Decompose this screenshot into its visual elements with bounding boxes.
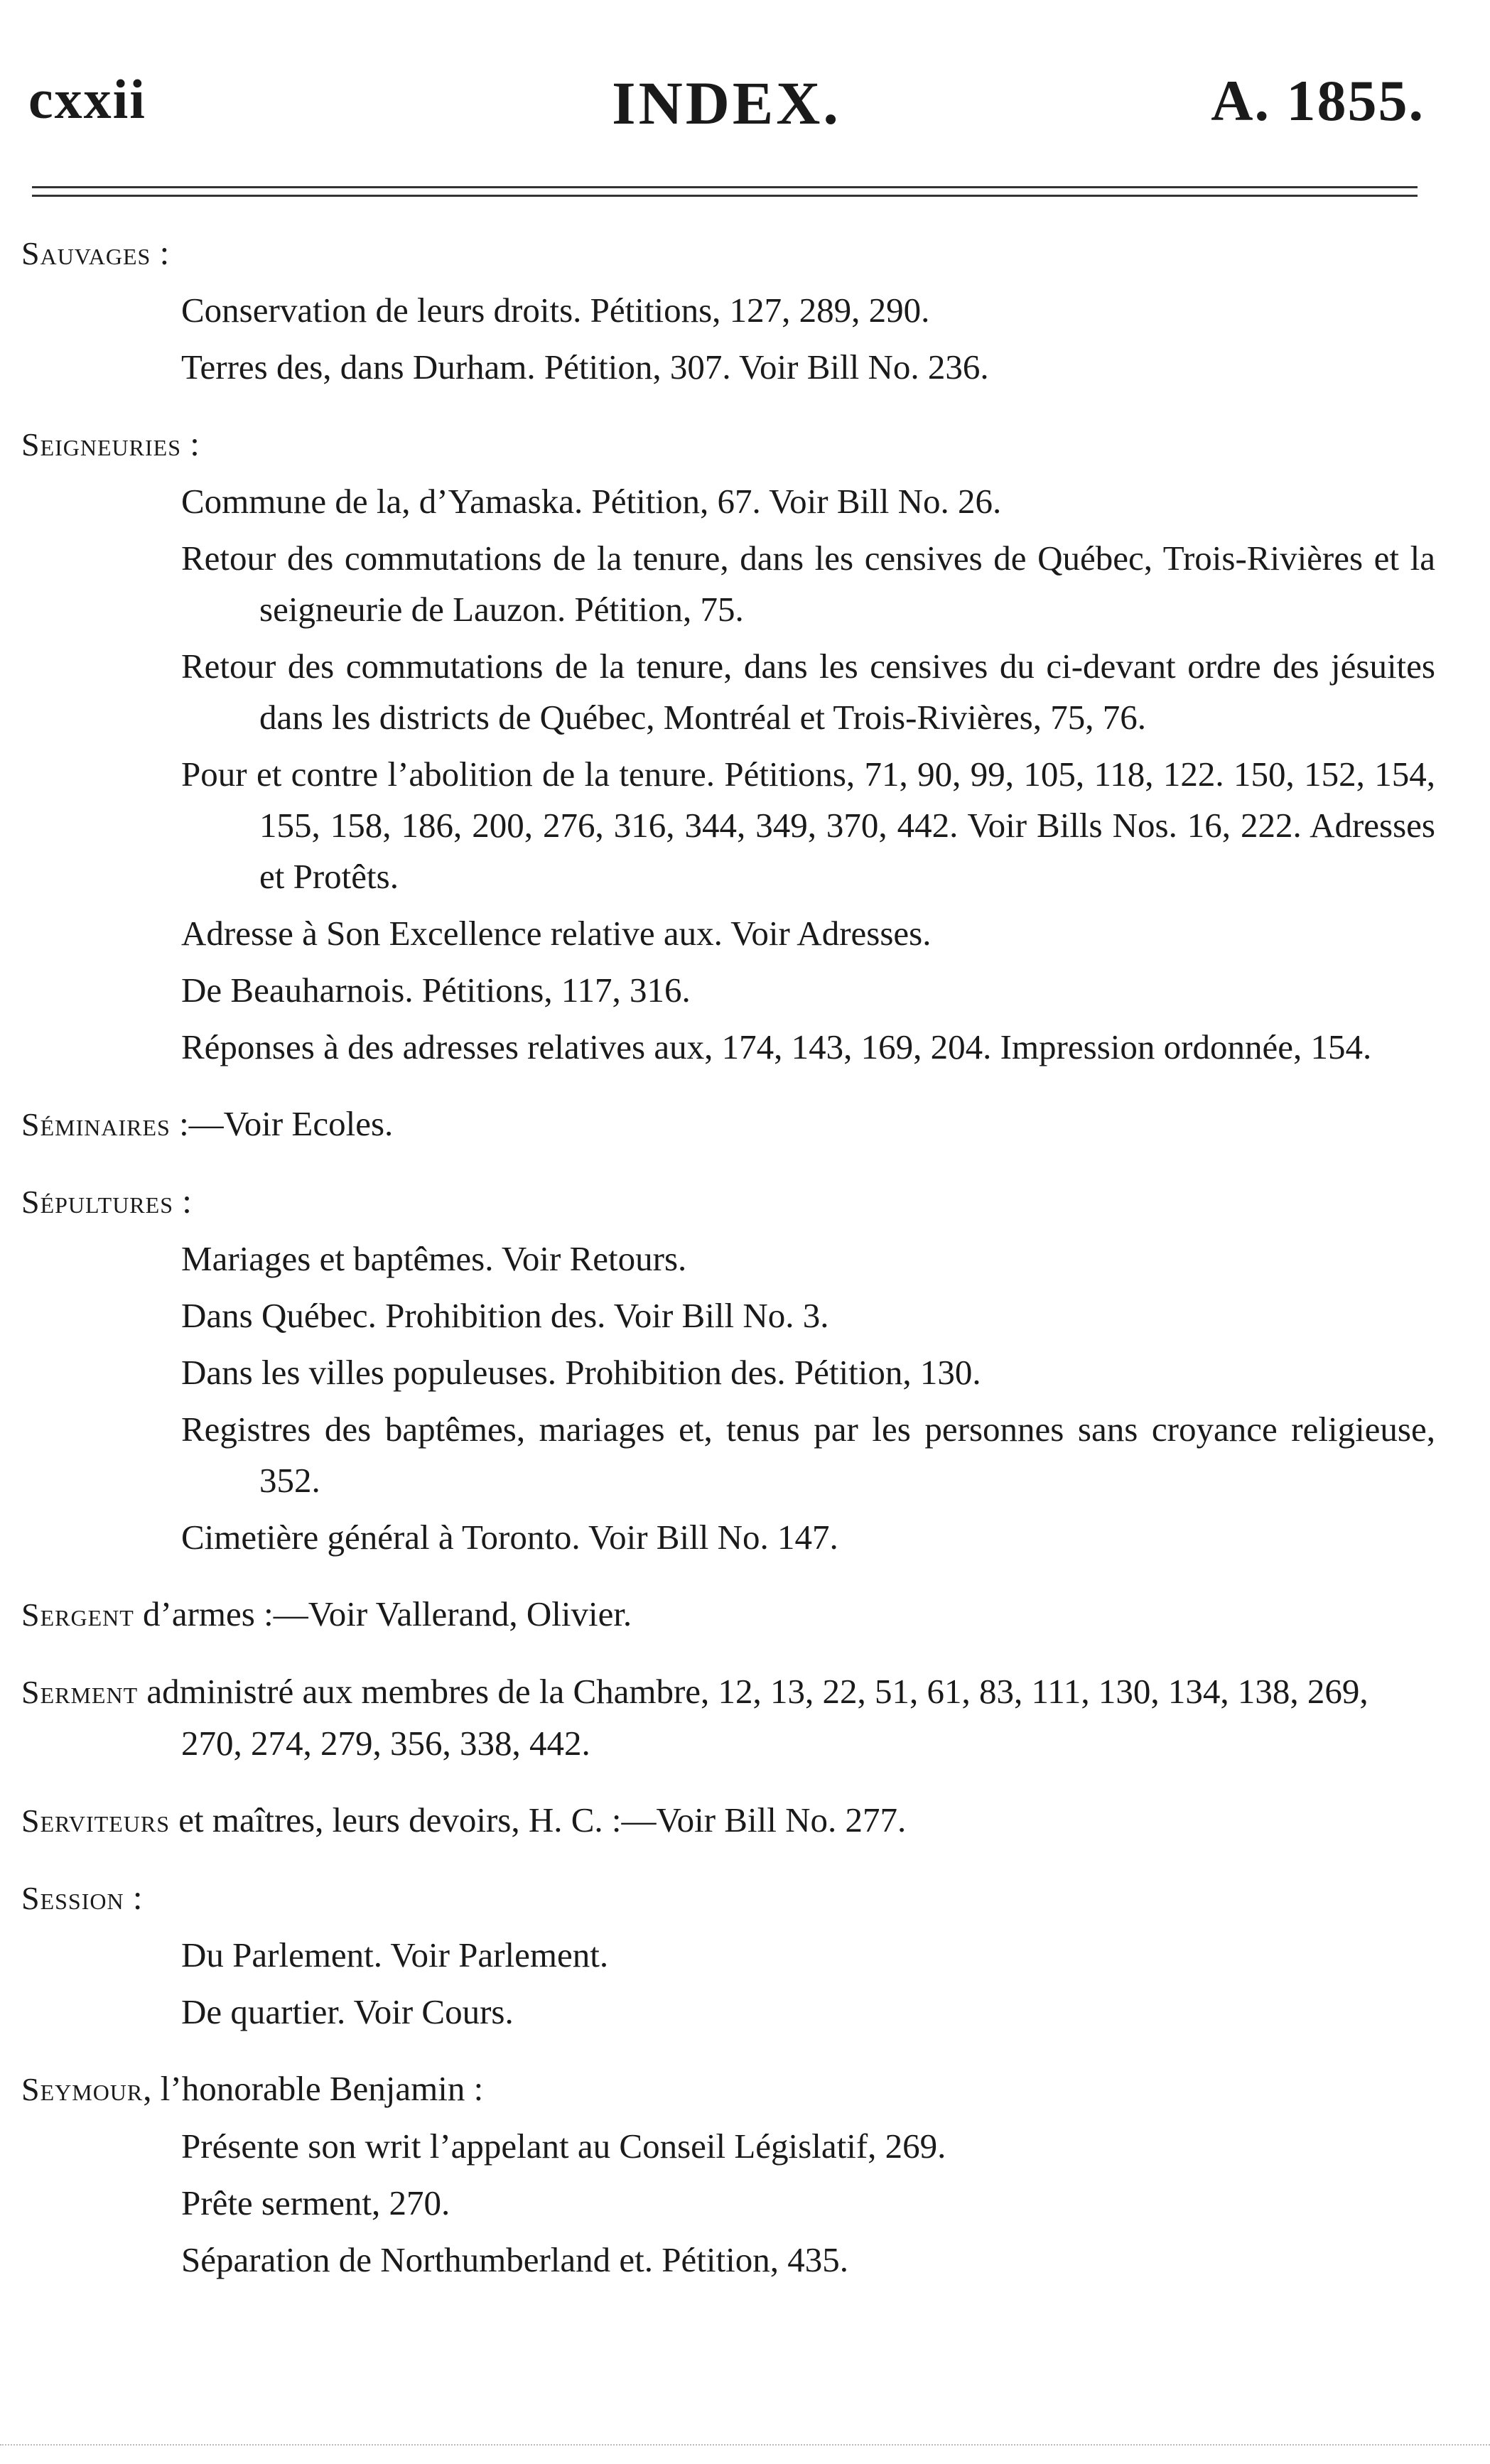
entry-subitem: Mariages et baptêmes. Voir Retours. bbox=[181, 1239, 687, 1278]
entry-term: Serviteurs bbox=[21, 1803, 171, 1839]
page-number: cxxii bbox=[28, 68, 146, 130]
entry-subitem: Dans les villes populeuses. Prohibition des. Pétition, 130. bbox=[181, 1353, 981, 1392]
entry-subitem: Commune de la, d’Yamaska. Pétition, 67. Voir Bill No. 26. bbox=[181, 482, 1002, 521]
entry-heading-text: administré aux membres de la Chambre, 12, 13, 22, 51, 61, 83, 111, 130, 134, 138, 269, 270, 274, 279, 356, 338, 442. bbox=[138, 1672, 1368, 1763]
entry-subitem: Dans Québec. Prohibition des. Voir Bill No. 3. bbox=[181, 1296, 829, 1335]
entry-subitem: Pour et contre l’abolition de la tenure. Pétitions, 71, 90, 99, 105, 118, 122. 150, 152, 154, 155, 158, 186, 200, 276, 316, 344, 349, 370, 442. Voir Bills Nos. 16, 222. Adresses et Protêts. bbox=[181, 755, 1435, 896]
entry-subitem: Cimetière général à Toronto. Voir Bill No. 147. bbox=[181, 1518, 838, 1557]
header-rule-bottom bbox=[32, 195, 1418, 197]
entry-heading-text: : bbox=[181, 424, 200, 463]
index-entry bbox=[21, 227, 1435, 393]
entry-term: Sauvages bbox=[21, 235, 151, 271]
entry-heading-text: d’armes :—Voir Vallerand, Olivier. bbox=[134, 1594, 632, 1633]
index-entry bbox=[21, 1795, 1435, 1847]
entry-term: Serment bbox=[21, 1674, 139, 1710]
entry-heading-text: et maîtres, leurs devoirs, H. C. :—Voir Bill No. 277. bbox=[170, 1800, 907, 1839]
entry-subitem: Réponses à des adresses relatives aux, 174, 143, 169, 204. Impression ordonnée, 154. bbox=[181, 1027, 1372, 1066]
entry-heading bbox=[21, 1666, 1435, 1769]
index-body bbox=[21, 227, 1435, 2291]
entry-heading bbox=[21, 227, 1435, 279]
entry-heading bbox=[21, 1098, 1435, 1150]
index-entry bbox=[21, 1666, 1435, 1769]
index-entry bbox=[21, 1098, 1435, 1150]
entry-subitem: Registres des baptêmes, mariages et, tenus par les personnes sans croyance religieuse, 352. bbox=[181, 1410, 1435, 1500]
entry-heading-text: :—Voir Ecoles. bbox=[170, 1104, 394, 1143]
entry-term: Session bbox=[21, 1880, 124, 1916]
entry-subitem: Adresse à Son Excellence relative aux. Voir Adresses. bbox=[181, 914, 932, 953]
page-title: INDEX. bbox=[612, 69, 841, 137]
entry-subitem: Présente son writ l’appelant au Conseil Législatif, 269. bbox=[181, 2127, 946, 2166]
entry-subitem: Conservation de leurs droits. Pétitions, 127, 289, 290. bbox=[181, 291, 930, 330]
entry-heading-text: : bbox=[124, 1878, 143, 1917]
entry-heading bbox=[21, 1589, 1435, 1641]
index-entry bbox=[21, 2063, 1435, 2286]
entry-heading-text: : bbox=[151, 233, 170, 272]
entry-heading-text: : bbox=[173, 1182, 192, 1221]
entry-heading bbox=[21, 1872, 1435, 1924]
entry-term: Seymour bbox=[21, 2071, 144, 2107]
entry-term: Séminaires bbox=[21, 1106, 171, 1142]
page-header bbox=[28, 60, 1425, 139]
entry-subitem: Retour des commutations de la tenure, dans les censives de Québec, Trois-Rivières et la seigneurie de Lauzon. Pétition, 75. bbox=[181, 539, 1435, 629]
bottom-edge bbox=[0, 2444, 1490, 2446]
entry-heading bbox=[21, 418, 1435, 470]
page-year: A. 1855. bbox=[1211, 68, 1425, 133]
index-entry bbox=[21, 1589, 1435, 1641]
entry-term: Sergent bbox=[21, 1596, 134, 1633]
entry-term: Seigneuries bbox=[21, 426, 182, 463]
entry-heading bbox=[21, 2063, 1435, 2115]
entry-heading-text: , l’honorable Benjamin : bbox=[143, 2069, 484, 2108]
entry-subitem: Terres des, dans Durham. Pétition, 307. Voir Bill No. 236. bbox=[181, 347, 989, 387]
index-entry bbox=[21, 418, 1435, 1073]
entry-subitem: De Beauharnois. Pétitions, 117, 316. bbox=[181, 971, 691, 1010]
entry-subitem: Retour des commutations de la tenure, dans les censives du ci-devant ordre des jésuites dans les districts de Québec, Montréal et Trois-Rivières, 75, 76. bbox=[181, 647, 1435, 737]
header-rule-top bbox=[32, 186, 1418, 188]
entry-heading bbox=[21, 1176, 1435, 1228]
entry-term: Sépultures bbox=[21, 1184, 173, 1220]
entry-subitem: Prête serment, 270. bbox=[181, 2183, 450, 2222]
index-entry bbox=[21, 1872, 1435, 2038]
entry-heading bbox=[21, 1795, 1435, 1847]
index-entry bbox=[21, 1176, 1435, 1563]
entry-subitem: De quartier. Voir Cours. bbox=[181, 1992, 514, 2031]
entry-subitem: Du Parlement. Voir Parlement. bbox=[181, 1935, 609, 1974]
entry-subitem: Séparation de Northumberland et. Pétition, 435. bbox=[181, 2240, 848, 2279]
